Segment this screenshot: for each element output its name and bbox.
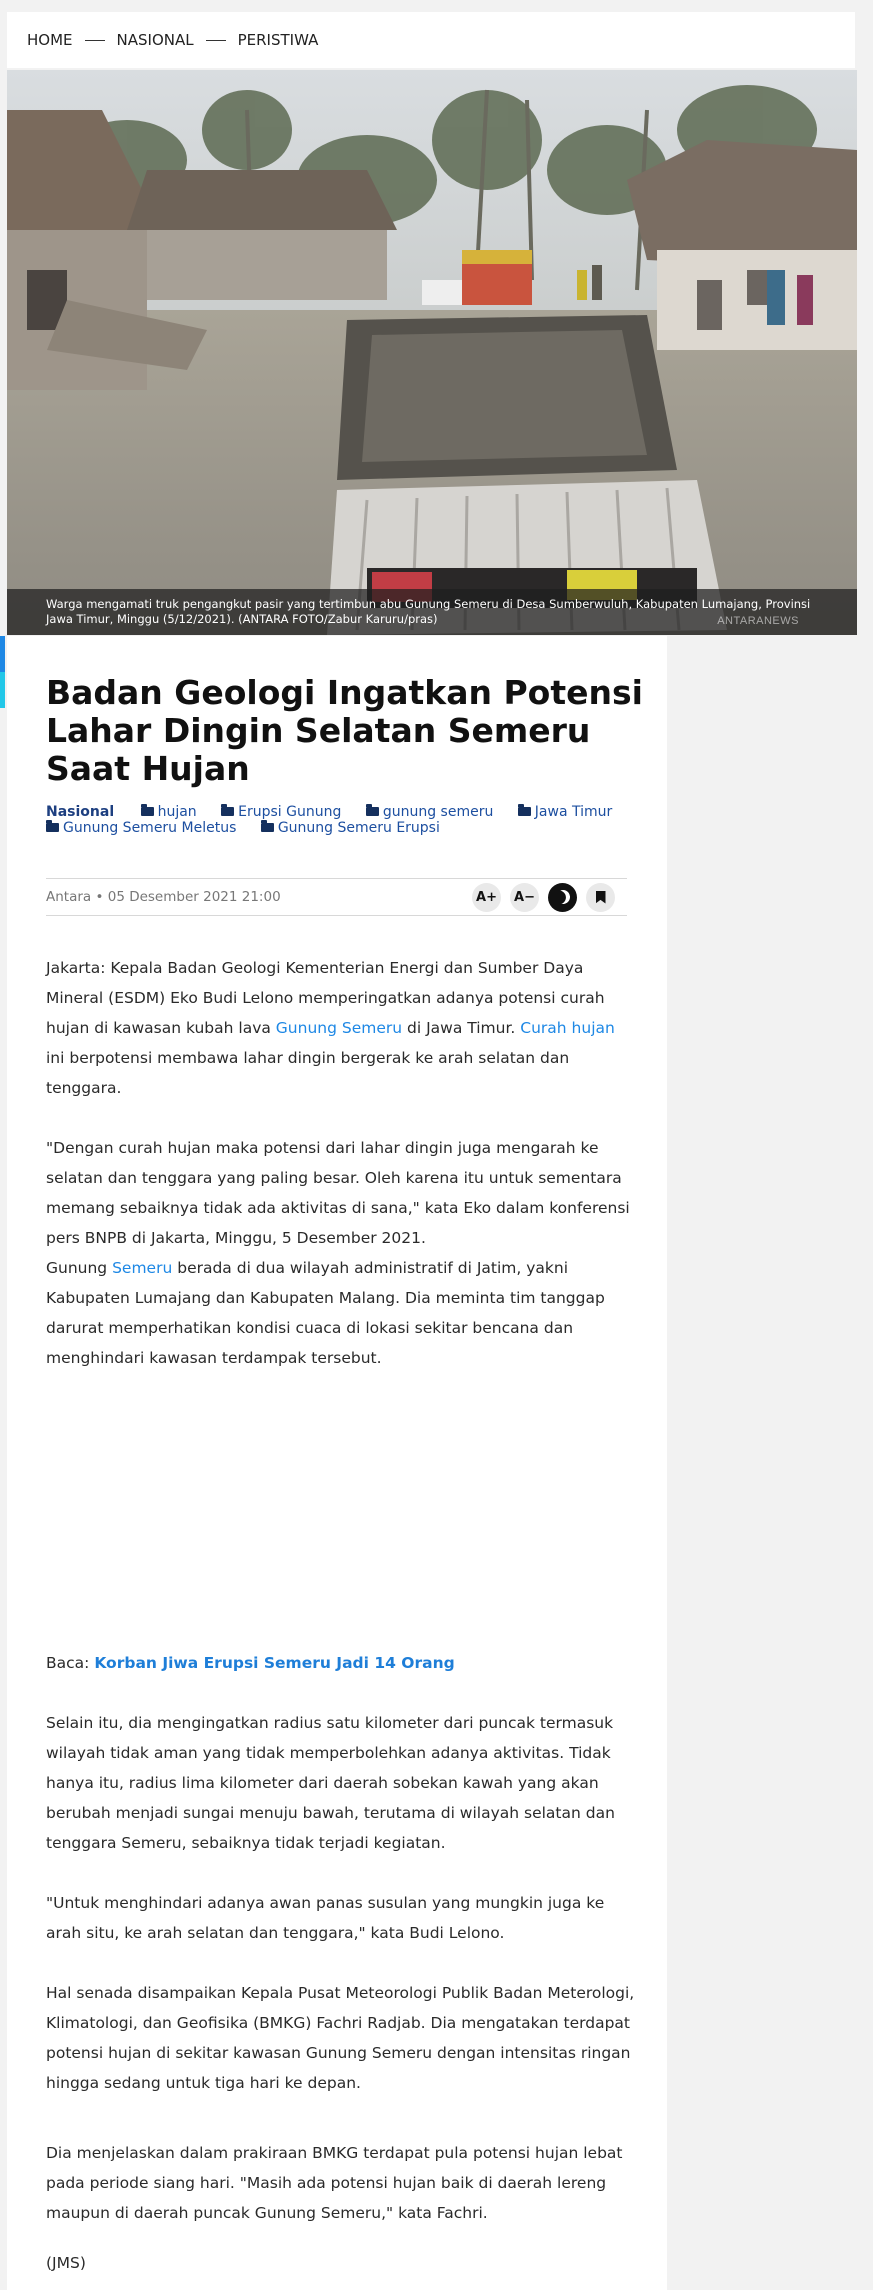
category-link[interactable]: Nasional <box>46 804 115 820</box>
watermark-logo: ANTARANEWS <box>717 615 799 627</box>
link-gunung-semeru[interactable]: Gunung Semeru <box>275 1019 403 1037</box>
side-accent-stripe <box>0 636 5 672</box>
breadcrumb-home[interactable]: HOME <box>27 31 73 49</box>
tag-item[interactable]: Gunung Semeru Erupsi <box>261 820 440 836</box>
folder-icon <box>141 807 154 816</box>
folder-icon <box>261 823 274 832</box>
tag-list <box>46 804 646 836</box>
folder-icon <box>366 807 379 816</box>
breadcrumb-separator <box>206 40 226 41</box>
article-meta: Antara • 05 Desember 2021 21:00 <box>46 889 281 905</box>
paragraph: "Dengan curah hujan maka potensi dari lahar dingin juga mengarah ke selatan dan tenggara yang paling besar. Oleh karena itu untuk sementara memang sebaiknya tidak ada aktivitas di sana," kata Eko dalam konferensi pers BNPB di Jakarta, Minggu, 5 Desember 2021. <box>46 1139 630 1247</box>
article-meta-bar <box>46 878 627 916</box>
tag-item[interactable]: Erupsi Gunung <box>221 804 341 820</box>
tag-item[interactable]: hujan <box>141 804 197 820</box>
folder-icon <box>46 823 59 832</box>
breadcrumb-nasional[interactable]: NASIONAL <box>116 31 194 49</box>
read-also: Baca: Korban Jiwa Erupsi Semeru Jadi 14 Orang <box>46 1654 455 1672</box>
font-decrease-button[interactable]: A− <box>510 883 539 912</box>
side-accent-stripe <box>0 672 5 708</box>
article-tools <box>472 883 615 912</box>
breadcrumb-peristiwa[interactable]: PERISTIWA <box>237 31 319 49</box>
hero-caption: Warga mengamati truk pengangkut pasir yang tertimbun abu Gunung Semeru di Desa Sumberwuluh, Kabupaten Lumajang, Provinsi Jawa Timur, Minggu (5/12/2021). (ANTARA FOTO/Zabur Karuru/pras) <box>7 589 857 635</box>
paragraph: Dia menjelaskan dalam prakiraan BMKG terdapat pula potensi hujan lebat pada periode siang hari. "Masih ada potensi hujan baik di daerah lereng maupun di daerah puncak Gunung Semeru," kata Fachri. <box>46 2144 623 2222</box>
bookmark-icon <box>596 891 606 904</box>
tag-item[interactable]: Gunung Semeru Meletus <box>46 820 236 836</box>
font-increase-button[interactable]: A+ <box>472 883 501 912</box>
hero-image <box>7 70 857 635</box>
paragraph: "Untuk menghindari adanya awan panas susulan yang mungkin juga ke arah situ, ke arah selatan dan tenggara," kata Budi Lelono. <box>46 1894 605 1942</box>
bookmark-button[interactable] <box>586 883 615 912</box>
article-card <box>7 636 667 2290</box>
folder-icon <box>518 807 531 816</box>
breadcrumb <box>7 12 855 68</box>
hero-photo <box>7 70 857 635</box>
paragraph: Hal senada disampaikan Kepala Pusat Meteorologi Publik Badan Meterologi, Klimatologi, dan Geofisika (BMKG) Fachri Radjab. Dia mengatakan terdapat potensi hujan di sekitar kawasan Gunung Semeru dengan intensitas ringan hingga sedang untuk tiga hari ke depan. <box>46 1984 635 2092</box>
tag-item[interactable]: gunung semeru <box>366 804 494 820</box>
tag-item[interactable]: Jawa Timur <box>518 804 612 820</box>
link-curah-hujan[interactable]: Curah hujan <box>520 1019 615 1037</box>
paragraph: Selain itu, dia mengingatkan radius satu kilometer dari puncak termasuk wilayah tidak aman yang tidak memperbolehkan adanya aktivitas. Tidak hanya itu, radius lima kilometer dari daerah sobekan kawah yang akan berubah menjadi sungai menuju bawah, terutama di wilayah selatan dan tenggara Semeru, sebaiknya tidak terjadi kegiatan. <box>46 1714 615 1852</box>
breadcrumb-separator <box>85 40 105 41</box>
article-signature: (JMS) <box>46 2254 86 2272</box>
dark-mode-button[interactable] <box>548 883 577 912</box>
paragraph: Jakarta: Kepala Badan Geologi Kementerian Energi dan Sumber Daya Mineral (ESDM) Eko Budi Lelono memperingatkan adanya potensi curah hujan di kawasan kubah lava Gunung Semeru di Jawa Timur. Curah hujan ini berpotensi membawa lahar dingin bergerak ke arah selatan dan tenggara. <box>46 959 615 1097</box>
side-accent <box>0 636 5 708</box>
link-semeru[interactable]: Semeru <box>112 1259 173 1277</box>
paragraph: Gunung Semeru berada di dua wilayah administratif di Jatim, yakni Kabupaten Lumajang dan Kabupaten Malang. Dia meminta tim tanggap darurat memperhatikan kondisi cuaca di lokasi sekitar bencana dan menghindari kawasan terdampak tersebut. <box>46 1259 605 1367</box>
folder-icon <box>221 807 234 816</box>
moon-icon <box>554 888 572 906</box>
read-also-link[interactable]: Korban Jiwa Erupsi Semeru Jadi 14 Orang <box>94 1654 455 1672</box>
article-title: Badan Geologi Ingatkan Potensi Lahar Dingin Selatan Semeru Saat Hujan <box>46 673 643 788</box>
